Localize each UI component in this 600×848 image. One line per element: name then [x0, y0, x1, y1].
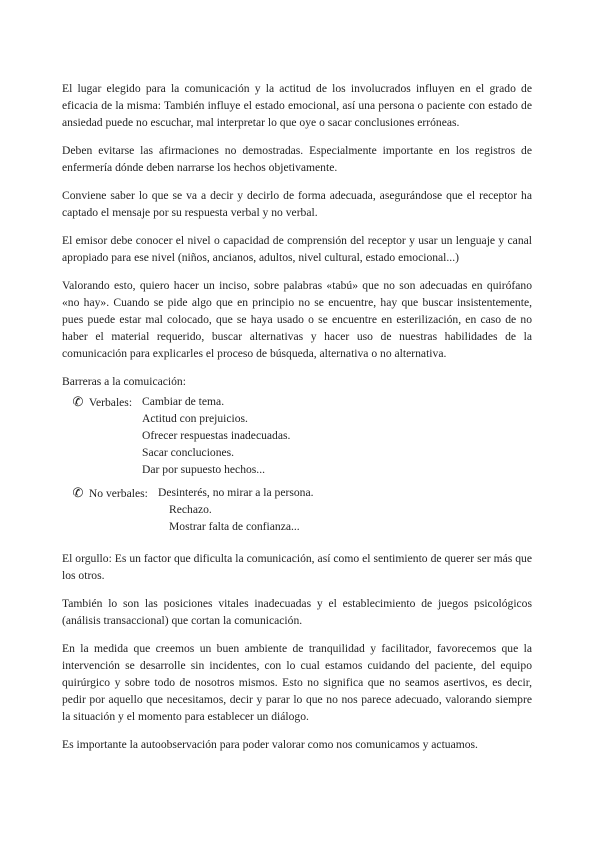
list-item: Desinterés, no mirar a la persona.: [158, 486, 314, 499]
document-page: [62, 80, 532, 764]
list-item: Actitud con prejuicios.: [142, 412, 248, 425]
list-item: Ofrecer respuestas inadecuadas.: [142, 429, 291, 442]
paragraph-pride: El orgullo: Es un factor que dificulta la comunicación, así como el sentimiento de querer ser más que los otros.: [62, 552, 532, 582]
phone-icon: ✆: [72, 485, 84, 500]
paragraph-know-what-to-say: Conviene saber lo que se va a decir y decirlo de forma adecuada, asegurándose que el receptor ha captado el mensaje por su respuesta verbal y no verbal.: [62, 189, 532, 219]
list-item: Mostrar falta de confianza...: [169, 520, 300, 533]
list-item: Sacar concluciones.: [142, 446, 235, 459]
barriers-heading: Barreras a la comuicación:: [62, 375, 186, 388]
list-item: Cambiar de tema.: [142, 395, 225, 408]
verbal-list: [142, 393, 290, 478]
paragraph-unproven-claims: Deben evitarse las afirmaciones no demostradas. Especialmente importante en los registros de enfermería dónde deben narrarse los hechos objetivamente.: [62, 144, 532, 174]
nonverbal-list: [158, 484, 314, 535]
verbal-barriers: [70, 393, 532, 478]
paragraph-taboo-words: Valorando esto, quiero hacer un inciso, sobre palabras «tabú» que no son adecuadas en quirófano «no hay». Cuando se pide algo que en principio no se encuentre, hay que buscar insistentemente, pues puede estar mal colocado, que se haya usado o se encuentre en esterilización, en caso de no haber el material requerido, buscar alternativas y hacer uso de nuestras habilidades de la comunicación para explicarles el proceso de búsqueda, alternativa o no alternativa.: [62, 279, 532, 360]
verbal-label: Verbales:: [88, 396, 133, 409]
paragraph-good-environment: En la medida que creemos un buen ambiente de tranquilidad y facilitador, favorecemos que la intervención se desarrolle sin incidentes, con lo cual estamos cuidando del paciente, del equipo quirúrgico y sobre todo de nosotros mismos. Esto no significa que no seamos asertivos, es decir, pedir por aquello que necesitamos, decir y parar lo que no nos parece adecuado, valorando siempre la situación y el momento para establecer un diálogo.: [62, 642, 532, 723]
paragraph-emitter-level: El emisor debe conocer el nivel o capacidad de comprensión del receptor y usar un lenguaje y canal apropiado para ese nivel (niños, ancianos, adultos, nivel cultural, estado emocional...): [62, 234, 532, 264]
paragraph-vital-positions: También lo son las posiciones vitales inadecuadas y el establecimiento de juegos psicológicos (análisis transaccional) que cortan la comunicación.: [62, 597, 532, 627]
nonverbal-barriers: [70, 484, 532, 536]
list-item: Rechazo.: [169, 503, 212, 516]
list-item: Dar por supuesto hechos...: [142, 463, 265, 476]
paragraph-communication-place: El lugar elegido para la comunicación y la actitud de los involucrados influyen en el grado de eficacia de la misma: También influye el estado emocional, así una persona o paciente con estado de ansiedad puede no escuchar, mal interpretar lo que oye o sacar conclusiones erróneas.: [62, 82, 532, 129]
nonverbal-label: No verbales:: [88, 487, 148, 500]
phone-icon: ✆: [72, 394, 84, 409]
paragraph-self-observation: Es importante la autoobservación para poder valorar como nos comunicamos y actuamos.: [62, 738, 478, 751]
